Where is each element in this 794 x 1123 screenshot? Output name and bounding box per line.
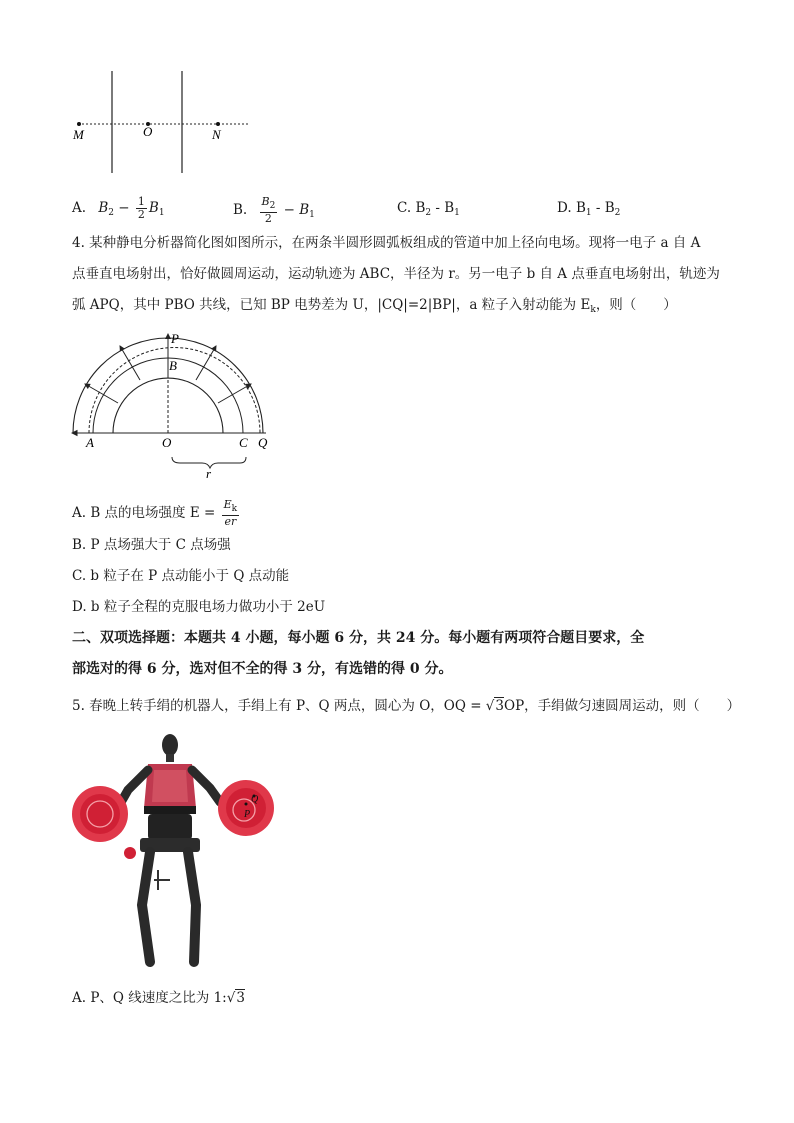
label-r: r [206, 466, 212, 481]
label-c: C [239, 435, 248, 450]
field-arrow [218, 384, 251, 403]
point-p-marker [245, 803, 248, 806]
q3-option-d: D. $B_1 - B_2$ [557, 200, 621, 218]
label-p: P [244, 809, 251, 820]
point-n [216, 122, 220, 126]
q5-question: 5. 春晚上转手绢的机器人，手绢上有 P、Q 两点，圆心为 O，OQ = √3OP，手绢做匀速圆周运动，则（ ） [72, 698, 741, 714]
q3-option-b: B. $\frac{B_2}{2}$ − $B_1$ [233, 195, 315, 225]
red-object [124, 847, 136, 859]
label-p: P [171, 331, 179, 346]
fraction-b2-over-2: $\frac{B_2}{2}$ [261, 195, 276, 225]
q4-line-2: 点垂直电场射出，恰好做圆周运动，运动轨迹为 ABC，半径为 r。另一电子 b 自 A 点垂直电场射出，轨迹为 [72, 266, 720, 282]
label-a: A [86, 435, 94, 450]
robot-left-arm [120, 770, 148, 804]
robot-right-leg [188, 852, 196, 962]
robot-right-arm [192, 770, 220, 802]
figure-mon [60, 65, 260, 180]
robot-left-leg [142, 852, 150, 962]
robot-head [162, 734, 178, 756]
field-arrow [120, 346, 140, 380]
label-n: N [212, 127, 221, 142]
robot-photo [70, 730, 280, 970]
label-q: Q [258, 435, 268, 450]
q3-option-c: C. $B_2 - B_1$ [397, 200, 460, 218]
label-q: Q [251, 794, 259, 805]
label-m: M [73, 127, 84, 142]
robot-neck [166, 754, 174, 762]
q4-option-d: D. b 粒子全程的克服电场力做功小于 2eU [72, 599, 326, 615]
q4-option-c: C. b 粒子在 P 点动能小于 Q 点动能 [72, 568, 290, 584]
fraction-half: $\frac{1}{2}$ [137, 195, 145, 221]
q4-line-1: 4. 某种静电分析器简化图如图所示，在两条半圆形圆弧板组成的管道中加上径向电场。现将一电子 a 自 A [72, 235, 701, 251]
q3-option-a: A. $B_2$ − $\frac{1}{2}$ $B_1$ [72, 195, 165, 221]
label-b: B [169, 358, 177, 373]
robot-hips [148, 814, 192, 840]
section-2-heading-line-1: 二、双项选择题：本题共 4 小题，每小题 6 分，共 24 分。每小题有两项符合题目要求，全 [72, 630, 645, 646]
point-m [77, 122, 81, 126]
label-o: O [162, 435, 172, 450]
figure-analyzer [62, 322, 287, 482]
label-o: O [143, 124, 153, 139]
q5-option-a: A. P、Q 线速度之比为 1:√3 [72, 990, 245, 1006]
section-2-heading-line-2: 部选对的得 6 分，选对但不全的得 3 分，有选错的得 0 分。 [72, 661, 453, 677]
fraction-ek-over-er: $\frac{E_k}{er}$ [223, 498, 238, 528]
field-arrow [85, 384, 118, 403]
q4-option-a: A. B 点的电场强度 E = $\frac{E_k}{er}$ [72, 498, 238, 528]
q4-line-3: 弧 APQ，其中 PBO 共线，已知 BP 电势差为 U，|CQ|=2|BP|，a 粒子入射动能为 $E_k$，则（ ） [72, 297, 677, 315]
field-arrow [196, 346, 216, 380]
q4-option-b: B. P 点场强大于 C 点场强 [72, 537, 231, 553]
